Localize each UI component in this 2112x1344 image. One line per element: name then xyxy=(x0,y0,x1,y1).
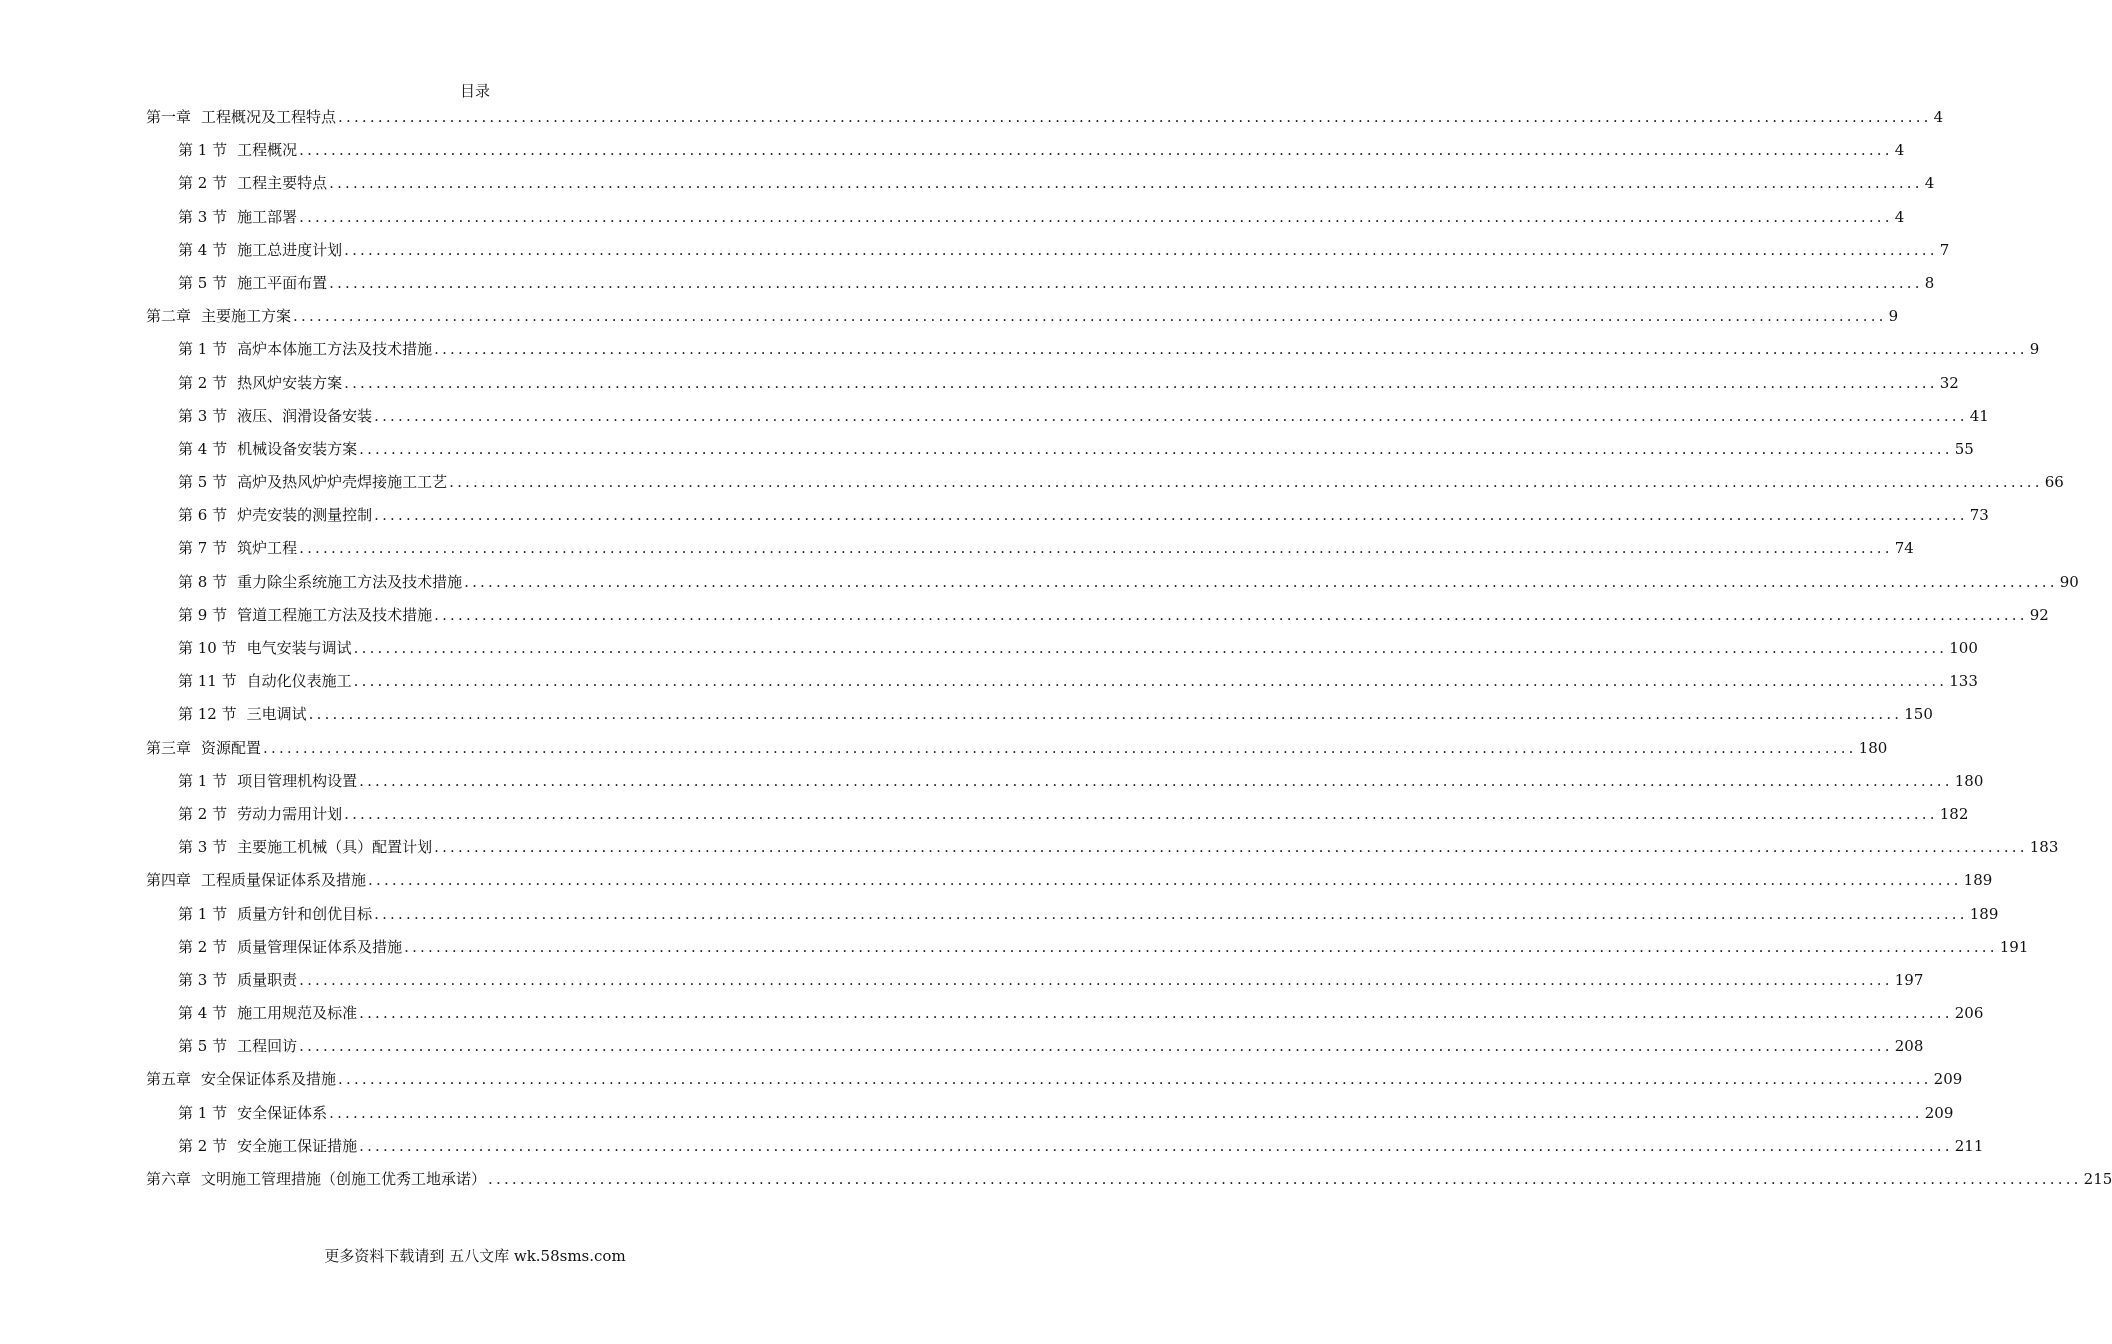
toc-page-number: 189 xyxy=(1963,871,1993,890)
toc-entry-text: 高炉本体施工方法及技术措施 xyxy=(237,340,433,359)
toc-chapter-entry[interactable] xyxy=(146,869,1993,902)
toc-entry-label xyxy=(178,1002,359,1024)
toc-entry-label xyxy=(178,172,329,194)
toc-dot-leader: ........................................................................................................................................................................................................ xyxy=(353,672,1948,691)
toc-section-entry[interactable] xyxy=(146,537,1914,570)
toc-entry-text: 施工用规范及标准 xyxy=(237,1004,358,1023)
toc-entry-label xyxy=(146,106,338,128)
toc-page-number: 74 xyxy=(1894,539,1914,558)
toc-dot-leader: ........................................................................................................................................................................................................ xyxy=(329,273,1923,292)
toc-page-number: 209 xyxy=(1933,1070,1963,1089)
toc-page-number: 189 xyxy=(1969,904,1999,923)
footer-text: 更多资料下载请到 五八文库 wk.58sms.com xyxy=(324,1247,626,1265)
toc-dot-leader: ........................................................................................................................................................................................................ xyxy=(329,1103,1923,1122)
toc-entry-text: 炉壳安装的测量控制 xyxy=(237,506,373,525)
toc-dot-leader: ........................................................................................................................................................................................................ xyxy=(329,174,1923,193)
toc-entry-number: 第 2 节 xyxy=(178,373,228,392)
toc-section-entry[interactable] xyxy=(146,139,1905,172)
toc-page-number: 9 xyxy=(1888,307,1899,326)
toc-entry-label xyxy=(178,405,374,427)
toc-entry-number: 第 8 节 xyxy=(178,572,228,591)
toc-entry-number: 第五章 xyxy=(146,1070,192,1089)
toc-dot-leader: ........................................................................................................................................................................................................ xyxy=(344,804,1938,823)
toc-entry-number: 第 3 节 xyxy=(178,970,228,989)
toc-entry-number: 第 12 节 xyxy=(178,705,237,724)
toc-entry-label xyxy=(178,604,434,626)
toc-dot-leader: ........................................................................................................................................................................................................ xyxy=(353,639,1948,657)
toc-page-number: 73 xyxy=(1969,506,1989,525)
toc-entry-label xyxy=(178,139,299,161)
toc-entry-text: 施工总进度计划 xyxy=(237,240,343,259)
toc-section-entry[interactable] xyxy=(146,471,2064,504)
toc-entry-number: 第 4 节 xyxy=(178,1004,228,1023)
toc-entry-label xyxy=(178,206,299,228)
toc-dot-leader: ........................................................................................................................................................................................................ xyxy=(359,1136,1953,1155)
toc-entry-number: 第 1 节 xyxy=(178,141,228,160)
toc-dot-leader: ........................................................................................................................................................................................................ xyxy=(299,539,1893,558)
toc-page-number: 215 xyxy=(2083,1170,2112,1188)
toc-page-number: 41 xyxy=(1969,406,1989,425)
toc-entry-text: 安全施工保证措施 xyxy=(237,1136,358,1155)
toc-dot-leader: ........................................................................................................................................................................................................ xyxy=(404,937,1998,956)
toc-entry-text: 施工平面布置 xyxy=(237,273,328,292)
toc-page-number: 150 xyxy=(1904,705,1933,724)
toc-entry-label xyxy=(178,1102,329,1124)
toc-entry-label xyxy=(178,703,309,725)
toc-dot-leader: ........................................................................................................................................................................................................ xyxy=(344,373,1938,392)
toc-entry-number: 第 6 节 xyxy=(178,506,228,525)
toc-page-number: 191 xyxy=(1999,937,2029,956)
toc-entry-number: 第 9 节 xyxy=(178,605,228,624)
toc-entry-text: 热风炉安装方案 xyxy=(237,373,343,392)
toc-page-number: 7 xyxy=(1939,240,1950,259)
toc-entry-label xyxy=(178,471,449,493)
toc-entry-text: 主要施工机械（具）配置计划 xyxy=(237,838,433,857)
toc-entry-text: 三电调试 xyxy=(246,705,307,724)
toc-section-entry[interactable] xyxy=(146,1135,1984,1168)
toc-dot-leader: ........................................................................................................................................................................................................ xyxy=(374,506,1968,525)
toc-entry-text: 高炉及热风炉炉壳焊接施工工艺 xyxy=(237,473,448,492)
toc-dot-leader: ........................................................................................................................................................................................................ xyxy=(488,1170,2082,1188)
toc-page-number: 133 xyxy=(1949,672,1978,691)
toc-page-number: 9 xyxy=(2029,340,2040,359)
toc-dot-leader: ........................................................................................................................................................................................................ xyxy=(434,340,2028,359)
toc-dot-leader: ........................................................................................................................................................................................................ xyxy=(308,705,1903,724)
toc-section-entry[interactable] xyxy=(146,405,1989,438)
toc-dot-leader: ........................................................................................................................................................................................................ xyxy=(299,970,1893,989)
toc-section-entry[interactable] xyxy=(146,272,1935,305)
toc-entry-label xyxy=(146,305,293,327)
toc-entry-number: 第 5 节 xyxy=(178,1037,228,1056)
toc-entry-number: 第 3 节 xyxy=(178,207,228,226)
toc-entry-label xyxy=(178,537,299,559)
toc-entry-text: 主要施工方案 xyxy=(201,307,292,326)
toc-entry-text: 工程主要特点 xyxy=(237,174,328,193)
toc-entry-label xyxy=(178,272,329,294)
toc-dot-leader: ........................................................................................................................................................................................................ xyxy=(299,207,1893,226)
toc-page-number: 4 xyxy=(1894,141,1905,160)
toc-dot-leader: ........................................................................................................................................................................................................ xyxy=(434,838,2028,857)
toc-entry-text: 安全保证体系及措施 xyxy=(201,1070,337,1089)
toc-entry-text: 液压、润滑设备安装 xyxy=(237,406,373,425)
toc-section-entry[interactable] xyxy=(146,903,1999,936)
toc-entry-text: 工程回访 xyxy=(237,1037,298,1056)
toc-entry-number: 第 4 节 xyxy=(178,439,228,458)
toc-entry-number: 第 4 节 xyxy=(178,240,228,259)
toc-page-number: 211 xyxy=(1954,1136,1984,1155)
toc-page-number: 4 xyxy=(1933,108,1944,126)
toc-page-number: 4 xyxy=(1894,207,1905,226)
toc-entry-label xyxy=(146,869,368,891)
toc-entry-text: 质量方针和创优目标 xyxy=(237,904,373,923)
toc-page-number: 197 xyxy=(1894,970,1924,989)
toc-entry-label xyxy=(178,770,359,792)
toc-dot-leader: ........................................................................................................................................................................................................ xyxy=(263,738,1857,757)
toc-entry-text: 机械设备安装方案 xyxy=(237,439,358,458)
toc-entry-number: 第 2 节 xyxy=(178,174,228,193)
toc-section-entry[interactable] xyxy=(146,836,2059,869)
toc-entry-label xyxy=(178,1135,359,1157)
toc-entry-label xyxy=(178,936,404,958)
toc-page-number: 55 xyxy=(1954,439,1974,458)
toc-entry-label xyxy=(178,338,434,360)
toc-entry-label xyxy=(178,637,354,659)
toc-page-number: 209 xyxy=(1924,1103,1954,1122)
toc-entry-text: 文明施工管理措施（创施工优秀工地承诺） xyxy=(201,1170,487,1188)
toc-entry-text: 安全保证体系 xyxy=(237,1103,328,1122)
toc-section-entry[interactable] xyxy=(146,206,1905,239)
toc-dot-leader: ........................................................................................................................................................................................................ xyxy=(374,904,1968,923)
toc-section-entry[interactable] xyxy=(146,604,2049,637)
toc-page-number: 180 xyxy=(1858,738,1888,757)
toc-entry-label xyxy=(178,504,374,526)
toc-entry-number: 第 5 节 xyxy=(178,273,228,292)
toc-entry-text: 电气安装与调试 xyxy=(246,639,352,657)
toc-section-entry[interactable] xyxy=(146,372,1959,405)
toc-entry-number: 第一章 xyxy=(146,108,192,126)
toc-entry-label xyxy=(178,372,344,394)
toc-dot-leader: ........................................................................................................................................................................................................ xyxy=(374,406,1968,425)
toc-entry-text: 自动化仪表施工 xyxy=(246,672,352,691)
toc-dot-leader: ........................................................................................................................................................................................................ xyxy=(464,572,2058,591)
toc-entry-label xyxy=(146,737,263,759)
toc-chapter-entry[interactable] xyxy=(146,1168,2112,1201)
toc-entry-number: 第 3 节 xyxy=(178,406,228,425)
toc-dot-leader: ........................................................................................................................................................................................................ xyxy=(359,1004,1953,1023)
toc-entry-label xyxy=(178,239,344,261)
toc-entry-number: 第四章 xyxy=(146,871,192,890)
toc-entry-number: 第 7 节 xyxy=(178,539,228,558)
toc-page-number: 92 xyxy=(2029,605,2049,624)
toc-entry-label xyxy=(146,1168,488,1190)
toc-entry-label xyxy=(178,903,374,925)
toc-entry-number: 第六章 xyxy=(146,1170,192,1188)
toc-dot-leader: ........................................................................................................................................................................................................ xyxy=(299,1037,1893,1056)
table-of-contents xyxy=(146,106,2112,1201)
toc-entry-label xyxy=(146,1068,338,1090)
toc-entry-text: 资源配置 xyxy=(201,738,262,757)
toc-entry-text: 管道工程施工方法及技术措施 xyxy=(237,605,433,624)
toc-entry-label xyxy=(178,571,464,593)
toc-entry-label xyxy=(178,1035,299,1057)
toc-entry-number: 第 11 节 xyxy=(178,672,237,691)
toc-chapter-entry[interactable] xyxy=(146,106,1944,139)
toc-entry-number: 第 1 节 xyxy=(178,904,228,923)
toc-entry-text: 施工部署 xyxy=(237,207,298,226)
toc-section-entry[interactable] xyxy=(146,936,2029,969)
toc-page-number: 100 xyxy=(1949,639,1978,657)
toc-entry-label xyxy=(178,969,299,991)
toc-section-entry[interactable] xyxy=(146,338,2040,371)
toc-dot-leader: ........................................................................................................................................................................................................ xyxy=(344,240,1938,259)
toc-dot-leader: ........................................................................................................................................................................................................ xyxy=(293,307,1887,326)
toc-section-entry[interactable] xyxy=(146,1035,1924,1068)
toc-section-entry[interactable] xyxy=(146,770,1984,803)
toc-entry-number: 第 2 节 xyxy=(178,937,228,956)
toc-dot-leader: ........................................................................................................................................................................................................ xyxy=(449,473,2043,492)
toc-entry-text: 项目管理机构设置 xyxy=(237,771,358,790)
toc-page-number: 206 xyxy=(1954,1004,1984,1023)
toc-section-entry[interactable] xyxy=(146,670,1978,703)
toc-entry-label xyxy=(178,836,434,858)
toc-entry-label xyxy=(178,670,354,692)
toc-entry-text: 工程概况及工程特点 xyxy=(201,108,337,126)
toc-page-number: 90 xyxy=(2059,572,2079,591)
toc-entry-label xyxy=(178,438,359,460)
toc-dot-leader: ........................................................................................................................................................................................................ xyxy=(299,141,1893,160)
toc-section-entry[interactable] xyxy=(146,1002,1984,1035)
toc-section-entry[interactable] xyxy=(146,637,1978,670)
toc-entry-number: 第 3 节 xyxy=(178,838,228,857)
toc-entry-number: 第二章 xyxy=(146,307,192,326)
toc-dot-leader: ........................................................................................................................................................................................................ xyxy=(368,871,1962,890)
toc-dot-leader: ........................................................................................................................................................................................................ xyxy=(338,1070,1932,1089)
toc-section-entry[interactable] xyxy=(146,803,1969,836)
toc-section-entry[interactable] xyxy=(146,438,1974,471)
toc-entry-number: 第 1 节 xyxy=(178,1103,228,1122)
toc-page-number: 183 xyxy=(2029,838,2059,857)
toc-section-entry[interactable] xyxy=(146,1102,1954,1135)
toc-entry-text: 重力除尘系统施工方法及技术措施 xyxy=(237,572,463,591)
toc-page-number: 4 xyxy=(1924,174,1935,193)
toc-page-number: 32 xyxy=(1939,373,1959,392)
toc-entry-number: 第 1 节 xyxy=(178,340,228,359)
toc-section-entry[interactable] xyxy=(146,703,1933,736)
toc-page-number: 182 xyxy=(1939,804,1969,823)
toc-title: 目录 xyxy=(459,82,490,100)
toc-dot-leader: ........................................................................................................................................................................................................ xyxy=(338,108,1932,126)
toc-chapter-entry[interactable] xyxy=(146,737,1888,770)
toc-entry-number: 第 5 节 xyxy=(178,473,228,492)
toc-dot-leader: ........................................................................................................................................................................................................ xyxy=(359,439,1953,458)
toc-page-number: 180 xyxy=(1954,771,1984,790)
toc-page-number: 8 xyxy=(1924,273,1935,292)
toc-page-number: 66 xyxy=(2044,473,2064,492)
toc-entry-text: 质量职责 xyxy=(237,970,298,989)
toc-section-entry[interactable] xyxy=(146,969,1924,1002)
toc-section-entry[interactable] xyxy=(146,571,2079,604)
toc-entry-number: 第 10 节 xyxy=(178,639,237,657)
toc-section-entry[interactable] xyxy=(146,172,1935,205)
toc-entry-number: 第三章 xyxy=(146,738,192,757)
toc-entry-label xyxy=(178,803,344,825)
toc-dot-leader: ........................................................................................................................................................................................................ xyxy=(434,605,2028,624)
toc-entry-number: 第 2 节 xyxy=(178,1136,228,1155)
toc-section-entry[interactable] xyxy=(146,504,1989,537)
toc-chapter-entry[interactable] xyxy=(146,1068,1963,1101)
toc-entry-text: 质量管理保证体系及措施 xyxy=(237,937,403,956)
toc-entry-text: 工程概况 xyxy=(237,141,298,160)
toc-entry-text: 工程质量保证体系及措施 xyxy=(201,871,367,890)
toc-dot-leader: ........................................................................................................................................................................................................ xyxy=(359,771,1953,790)
toc-chapter-entry[interactable] xyxy=(146,305,1899,338)
toc-section-entry[interactable] xyxy=(146,239,1950,272)
toc-page-number: 208 xyxy=(1894,1037,1924,1056)
toc-entry-text: 筑炉工程 xyxy=(237,539,298,558)
toc-entry-number: 第 1 节 xyxy=(178,771,228,790)
toc-entry-number: 第 2 节 xyxy=(178,804,228,823)
toc-entry-text: 劳动力需用计划 xyxy=(237,804,343,823)
